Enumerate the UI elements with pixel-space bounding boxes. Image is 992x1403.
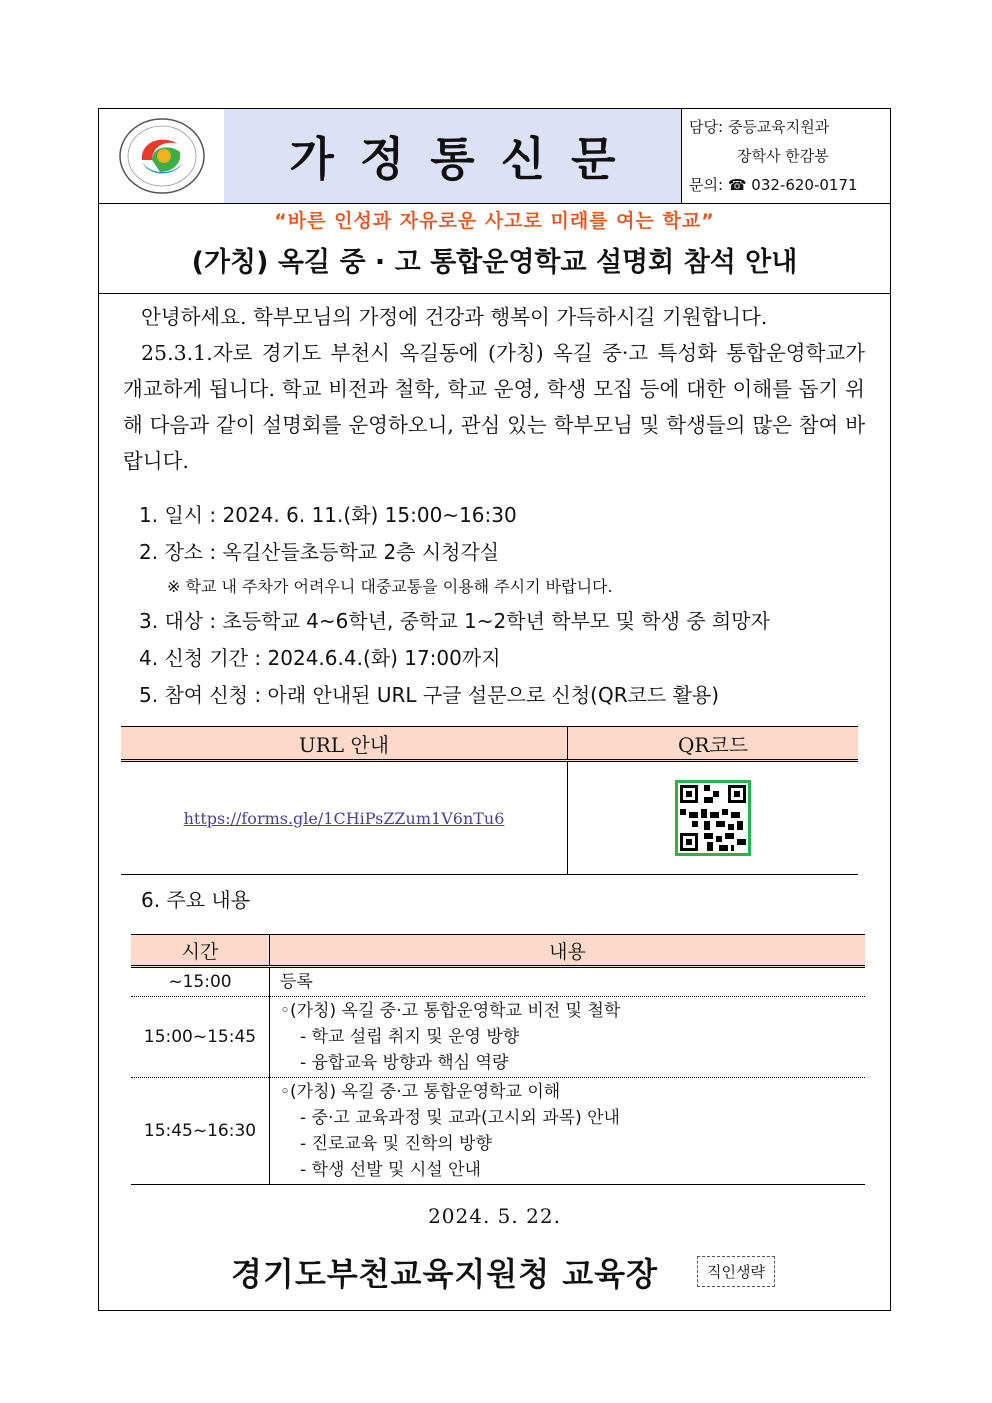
item-date: 1. 일시 : 2024. 6. 11.(화) 15:00~16:30 [139, 503, 517, 527]
letter-frame [98, 108, 891, 1311]
logo [99, 109, 225, 203]
schedule-time: 15:00~15:45 [131, 997, 270, 1078]
content-line: - 융합교육 방향과 핵심 역량 [300, 1053, 509, 1073]
education-office-logo-icon [116, 116, 208, 196]
section-heading: 6. 주요 내용 [141, 888, 251, 912]
contact-person: 장학사 한감봉 [737, 147, 829, 165]
school-slogan: “바른 인성과 자유로운 사고로 미래를 여는 학교” [274, 210, 715, 232]
page-title: 가정통신문 [224, 109, 682, 203]
qr-cell [568, 761, 859, 875]
schedule-content-header: 내용 [270, 935, 866, 967]
content-heading: ◦(가칭) 옥길 중·고 통합운영학교 이해 [280, 1082, 561, 1102]
url-cell [121, 761, 568, 875]
survey-link[interactable]: https://forms.gle/1CHiPsZZum1V6nTu6 [183, 808, 505, 828]
dept-label: 담당: [689, 118, 724, 136]
parking-note: ※ 학교 내 주차가 어려우니 대중교통을 이용해 주시기 바랍니다. [167, 577, 613, 596]
schedule-content [270, 1078, 866, 1185]
dept-name: 중등교육지원과 [727, 118, 830, 136]
table-row [131, 997, 865, 1078]
phone-label: 문의: [689, 176, 724, 194]
intro-text [123, 299, 865, 479]
schedule-content [270, 997, 866, 1078]
contact-info [689, 113, 889, 200]
schedule-time: 15:45~16:30 [131, 1078, 270, 1185]
schedule-content [270, 967, 866, 997]
divider [99, 293, 890, 294]
item-apply: 5. 참여 신청 : 아래 안내된 URL 구글 설문으로 신청(QR코드 활용) [139, 683, 720, 707]
url-header: URL 안내 [121, 727, 568, 761]
content-line: - 진로교육 및 진학의 방향 [300, 1134, 492, 1154]
url-table [121, 726, 858, 875]
phone-number: 032-620-0171 [751, 176, 858, 194]
content-line: - 학교 설립 취지 및 운영 방향 [300, 1027, 520, 1047]
intro-greeting: 안녕하세요. 학부모님의 가정에 건강과 행복이 가득하시길 기원합니다. [141, 305, 768, 329]
phone-icon: ☎ [727, 176, 747, 194]
item-target: 3. 대상 : 초등학교 4~6학년, 중학교 1~2학년 학부모 및 학생 중 희망자 [139, 609, 770, 633]
table-row [131, 1078, 865, 1185]
seal-omitted-stamp: 직인생략 [697, 1256, 775, 1287]
intro-body: 25.3.1.자로 경기도 부천시 옥길동에 (가칭) 옥길 중·고 특성화 통합운영학교가 개교하게 됩니다. 학교 비전과 철학, 학교 운영, 학생 모집 등에 대한 이해를 돕기 위해 다음과 같이 설명회를 운영하오니, 관심 있는 학부모님 및 학생들의 많은 참여 바랍니다. [123, 341, 865, 473]
item-period: 4. 신청 기간 : 2024.6.4.(화) 17:00까지 [139, 646, 501, 670]
table-row [131, 967, 865, 997]
sender-name: 경기도부천교육지원청 교육장 [231, 1255, 658, 1293]
qr-code-icon[interactable] [675, 780, 751, 856]
content-line: 등록 [280, 972, 313, 992]
qr-header: QR코드 [568, 727, 859, 761]
content-heading: ◦(가칭) 옥길 중·고 통합운영학교 비전 및 철학 [280, 1001, 621, 1021]
issue-date: 2024. 5. 22. [428, 1204, 561, 1228]
content-line: - 중·고 교육과정 및 교과(고시외 과목) 안내 [300, 1108, 620, 1128]
detail-list [139, 497, 899, 714]
schedule-time-header: 시간 [131, 935, 270, 967]
content-line: - 학생 선발 및 시설 안내 [300, 1160, 481, 1180]
schedule-time: ~15:00 [131, 967, 270, 997]
item-place: 2. 장소 : 옥길산들초등학교 2층 시청각실 [139, 540, 500, 564]
letter-header [99, 109, 890, 204]
notice-subject: (가칭) 옥길 중 · 고 통합운영학교 설명회 참석 안내 [191, 247, 798, 278]
schedule-table [131, 934, 865, 1185]
